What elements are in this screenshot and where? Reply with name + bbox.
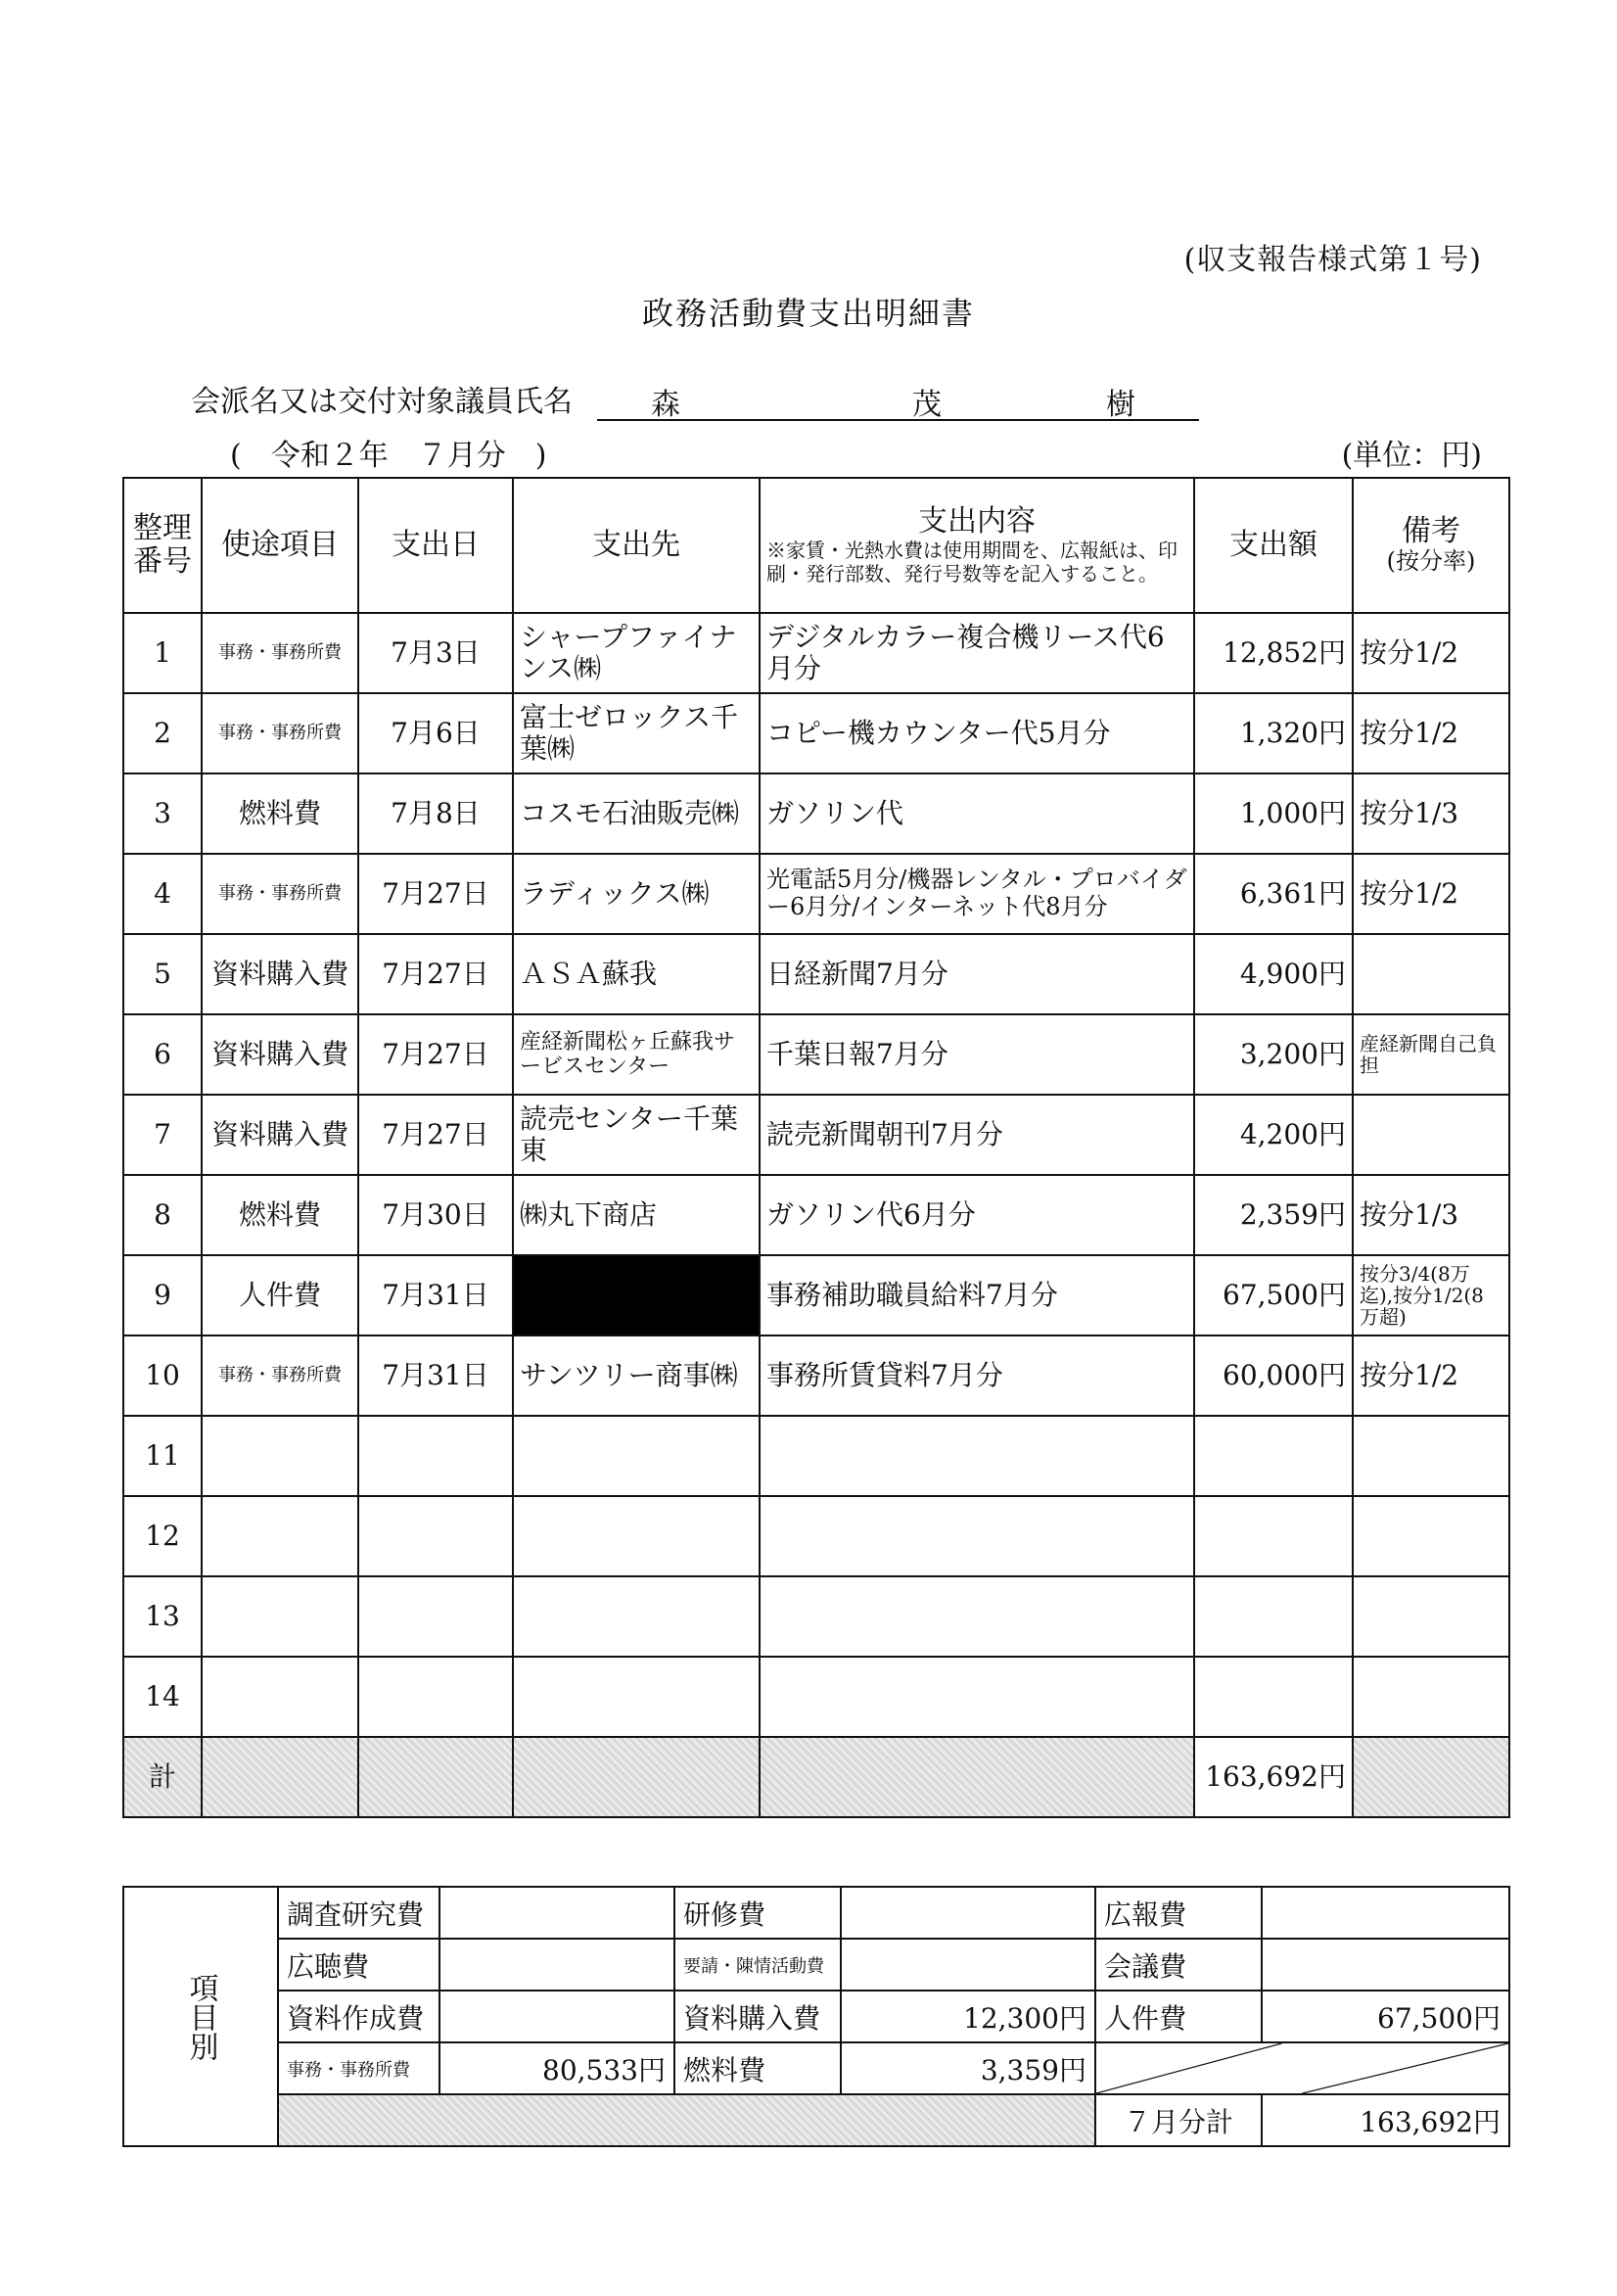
row-purpose: 資料購入費 [202, 1014, 358, 1095]
table-row [123, 693, 1509, 773]
header-row [123, 478, 1509, 613]
table-row [123, 1255, 1509, 1335]
expense-table [122, 477, 1510, 1818]
row-purpose: 燃料費 [202, 773, 358, 854]
row-date [358, 1416, 513, 1496]
row-date: 7月30日 [358, 1175, 513, 1255]
category-row [123, 1991, 1509, 2042]
shaded-cell [358, 1737, 513, 1817]
row-no: 2 [123, 693, 202, 773]
row-purpose [202, 1657, 358, 1737]
unit-label: (単位：円) [1341, 439, 1482, 473]
table-row [123, 1657, 1509, 1737]
row-purpose [202, 1416, 358, 1496]
row-payee: コスモ石油販売㈱ [513, 773, 760, 854]
row-no: 6 [123, 1014, 202, 1095]
row-content: ガソリン代6月分 [760, 1175, 1194, 1255]
shaded-cell [513, 1737, 760, 1817]
row-date: 7月31日 [358, 1335, 513, 1416]
header-remarks-title: 備考 [1402, 513, 1460, 548]
table-row [123, 773, 1509, 854]
row-no: 14 [123, 1657, 202, 1737]
header-amount: 支出額 [1194, 478, 1353, 613]
row-amount: 12,852円 [1194, 613, 1353, 693]
row-purpose: 燃料費 [202, 1175, 358, 1255]
row-remarks: 按分3/4(8万迄),按分1/2(8万超) [1353, 1255, 1509, 1335]
row-date [358, 1496, 513, 1576]
row-date [358, 1576, 513, 1657]
label-petition: 要請・陳情活動費 [674, 1939, 841, 1991]
row-remarks [1353, 1576, 1509, 1657]
row-content: 事務所賃貸料7月分 [760, 1335, 1194, 1416]
row-purpose [202, 1576, 358, 1657]
row-payee [513, 1496, 760, 1576]
value-materials-purchase: 12,300円 [841, 1991, 1095, 2042]
category-total-row [123, 2094, 1509, 2146]
total-label: 計 [123, 1737, 202, 1817]
shaded-cell [760, 1737, 1194, 1817]
name-char-2: 茂 [912, 388, 942, 422]
name-char-1: 森 [651, 388, 680, 422]
month-total-label: ７月分計 [1095, 2094, 1262, 2146]
row-remarks: 按分1/3 [1353, 773, 1509, 854]
label-hearing: 広聴費 [278, 1939, 439, 1991]
row-date: 7月6日 [358, 693, 513, 773]
header-no: 整理番号 [123, 478, 202, 613]
row-remarks [1353, 1416, 1509, 1496]
row-payee: 読売センター千葉東 [513, 1095, 760, 1175]
row-amount: 4,900円 [1194, 934, 1353, 1014]
table-row [123, 854, 1509, 934]
category-row [123, 2042, 1509, 2094]
row-remarks: 按分1/2 [1353, 613, 1509, 693]
diagonal-empty-cell [1095, 2042, 1509, 2094]
category-row [123, 1939, 1509, 1991]
total-row [123, 1737, 1509, 1817]
table-row [123, 1576, 1509, 1657]
row-no: 13 [123, 1576, 202, 1657]
name-char-3: 樹 [1106, 388, 1135, 422]
row-amount [1194, 1576, 1353, 1657]
period-label: ( 令和２年 ７月分 ) [230, 439, 547, 473]
table-row [123, 1496, 1509, 1576]
month-total-amount: 163,692円 [1262, 2094, 1509, 2146]
row-content [760, 1657, 1194, 1737]
row-amount: 1,320円 [1194, 693, 1353, 773]
row-remarks [1353, 1657, 1509, 1737]
header-payee: 支出先 [513, 478, 760, 613]
table-row [123, 1095, 1509, 1175]
row-remarks [1353, 1095, 1509, 1175]
row-amount: 6,361円 [1194, 854, 1353, 934]
row-purpose [202, 1496, 358, 1576]
row-content: 事務補助職員給料7月分 [760, 1255, 1194, 1335]
label-personnel: 人件費 [1095, 1991, 1262, 2042]
row-no: 11 [123, 1416, 202, 1496]
row-remarks: 産経新聞自己負担 [1353, 1014, 1509, 1095]
row-no: 7 [123, 1095, 202, 1175]
row-content: コピー機カウンター代5月分 [760, 693, 1194, 773]
row-date: 7月27日 [358, 1095, 513, 1175]
member-name [597, 380, 1199, 421]
row-payee [513, 1416, 760, 1496]
value-petition [841, 1939, 1095, 1991]
row-remarks: 按分1/3 [1353, 1175, 1509, 1255]
row-purpose: 事務・事務所費 [202, 613, 358, 693]
table-row [123, 1014, 1509, 1095]
row-remarks: 按分1/2 [1353, 693, 1509, 773]
header-date: 支出日 [358, 478, 513, 613]
row-no: 9 [123, 1255, 202, 1335]
value-personnel: 67,500円 [1262, 1991, 1509, 2042]
document-title: 政務活動費支出明細書 [641, 295, 975, 332]
row-content: 光電話5月分/機器レンタル・プロバイダー6月分/インターネット代8月分 [760, 854, 1194, 934]
table-row [123, 613, 1509, 693]
header-remarks-sub: (按分率) [1386, 547, 1476, 576]
row-amount [1194, 1657, 1353, 1737]
row-amount: 3,200円 [1194, 1014, 1353, 1095]
row-payee [513, 1657, 760, 1737]
form-number: (収支報告様式第１号) [1183, 243, 1482, 277]
row-amount: 67,500円 [1194, 1255, 1353, 1335]
row-content: デジタルカラー複合機リース代6月分 [760, 613, 1194, 693]
label-training: 研修費 [674, 1887, 841, 1939]
table-row [123, 1416, 1509, 1496]
row-date: 7月27日 [358, 934, 513, 1014]
label-fuel: 燃料費 [674, 2042, 841, 2094]
row-content [760, 1416, 1194, 1496]
row-amount [1194, 1496, 1353, 1576]
value-pr [1262, 1887, 1509, 1939]
row-purpose: 資料購入費 [202, 1095, 358, 1175]
row-payee: ラディックス㈱ [513, 854, 760, 934]
row-no: 4 [123, 854, 202, 934]
category-side-label: 項目別 [123, 1887, 278, 2146]
row-date: 7月3日 [358, 613, 513, 693]
row-no: 12 [123, 1496, 202, 1576]
row-content: 読売新聞朝刊7月分 [760, 1095, 1194, 1175]
row-date: 7月31日 [358, 1255, 513, 1335]
row-amount: 1,000円 [1194, 773, 1353, 854]
row-purpose: 事務・事務所費 [202, 1335, 358, 1416]
row-content: 日経新聞7月分 [760, 934, 1194, 1014]
table-row [123, 934, 1509, 1014]
label-pr: 広報費 [1095, 1887, 1262, 1939]
diagonal-strike [1096, 2043, 1508, 2093]
label-materials-creation: 資料作成費 [278, 1991, 439, 2042]
header-purpose: 使途項目 [202, 478, 358, 613]
row-purpose: 事務・事務所費 [202, 693, 358, 773]
row-remarks [1353, 934, 1509, 1014]
value-meeting [1262, 1939, 1509, 1991]
row-payee [513, 1576, 760, 1657]
row-no: 3 [123, 773, 202, 854]
row-content: ガソリン代 [760, 773, 1194, 854]
row-amount: 2,359円 [1194, 1175, 1353, 1255]
value-materials-creation [439, 1991, 674, 2042]
row-amount [1194, 1416, 1353, 1496]
row-purpose: 資料購入費 [202, 934, 358, 1014]
row-no: 5 [123, 934, 202, 1014]
label-office: 事務・事務所費 [278, 2042, 439, 2094]
category-row [123, 1887, 1509, 1939]
row-date: 7月27日 [358, 1014, 513, 1095]
header-content-title: 支出内容 [918, 503, 1036, 539]
header-content [760, 478, 1194, 613]
row-payee: ＡＳＡ蘇我 [513, 934, 760, 1014]
total-amount: 163,692円 [1194, 1737, 1353, 1817]
row-purpose: 人件費 [202, 1255, 358, 1335]
header-content-note: ※家賃・光熱水費は使用期間を、広報紙は、印刷・発行部数、発行号数等を記入すること。 [766, 539, 1178, 586]
row-remarks: 按分1/2 [1353, 1335, 1509, 1416]
value-office: 80,533円 [439, 2042, 674, 2094]
row-no: 1 [123, 613, 202, 693]
row-no: 10 [123, 1335, 202, 1416]
row-date: 7月8日 [358, 773, 513, 854]
table-row [123, 1175, 1509, 1255]
shaded-cell [202, 1737, 358, 1817]
row-payee: 富士ゼロックス千葉㈱ [513, 693, 760, 773]
value-research [439, 1887, 674, 1939]
row-amount: 60,000円 [1194, 1335, 1353, 1416]
row-payee: ㈱丸下商店 [513, 1175, 760, 1255]
label-meeting: 会議費 [1095, 1939, 1262, 1991]
redacted-payee [513, 1255, 760, 1335]
table-row [123, 1335, 1509, 1416]
row-content [760, 1496, 1194, 1576]
row-remarks: 按分1/2 [1353, 854, 1509, 934]
value-hearing [439, 1939, 674, 1991]
name-label: 会派名又は交付対象議員氏名 [191, 385, 573, 419]
row-payee: サンツリー商事㈱ [513, 1335, 760, 1416]
row-date: 7月27日 [358, 854, 513, 934]
header-remarks [1353, 478, 1509, 613]
row-remarks [1353, 1496, 1509, 1576]
row-no: 8 [123, 1175, 202, 1255]
row-purpose: 事務・事務所費 [202, 854, 358, 934]
value-training [841, 1887, 1095, 1939]
label-materials-purchase: 資料購入費 [674, 1991, 841, 2042]
row-amount: 4,200円 [1194, 1095, 1353, 1175]
shaded-cell [1353, 1737, 1509, 1817]
value-fuel: 3,359円 [841, 2042, 1095, 2094]
label-research: 調査研究費 [278, 1887, 439, 1939]
row-date [358, 1657, 513, 1737]
row-payee: シャープファイナンス㈱ [513, 613, 760, 693]
shaded-cell [278, 2094, 1095, 2146]
row-content: 千葉日報7月分 [760, 1014, 1194, 1095]
row-payee: 産経新聞松ヶ丘蘇我サービスセンター [513, 1014, 760, 1095]
category-summary-table [122, 1886, 1510, 2147]
row-content [760, 1576, 1194, 1657]
